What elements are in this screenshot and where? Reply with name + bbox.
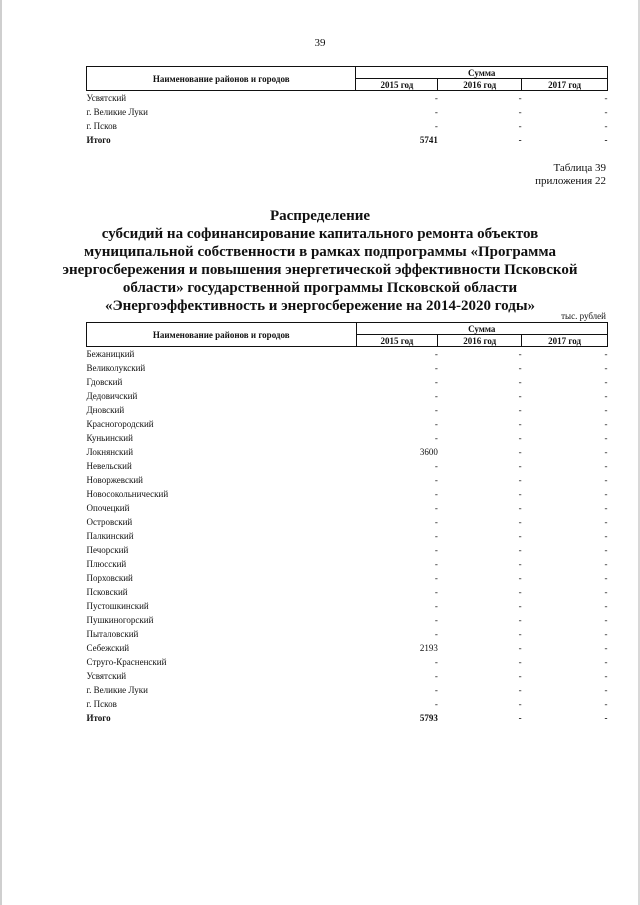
table-row <box>87 91 608 106</box>
row-value-2015: - <box>434 93 438 103</box>
row-value-2015: 2193 <box>419 643 438 653</box>
row-value-2017: - <box>604 447 608 457</box>
row-value-2017: - <box>604 657 608 667</box>
row-value-2017: - <box>604 699 608 709</box>
row-value-2016: - <box>518 657 522 667</box>
title-line: энергосбережения и повышения энергетической эффективности Псковской <box>62 262 578 278</box>
row-name: Островский <box>86 517 133 527</box>
row-value-2016: - <box>518 503 522 513</box>
row-value-2015: - <box>434 587 438 597</box>
row-value-2017: - <box>604 531 608 541</box>
table-row <box>87 445 608 459</box>
row-name: Палкинский <box>86 531 134 541</box>
row-value-2017: - <box>604 461 608 471</box>
row-value-2016: - <box>518 685 522 695</box>
row-value-2017: - <box>604 475 608 485</box>
table-row <box>87 431 608 445</box>
row-value-2015: - <box>434 419 438 429</box>
row-value-2015: - <box>434 517 438 527</box>
row-value-2017: - <box>604 121 608 131</box>
row-value-2015: 3600 <box>419 447 438 457</box>
row-value-2016: - <box>518 671 522 681</box>
row-value-2016: - <box>518 107 522 117</box>
table-row <box>87 105 608 119</box>
row-value-2016: - <box>518 615 522 625</box>
row-value-2015: - <box>434 405 438 415</box>
table-row <box>87 669 608 683</box>
row-value-2016: - <box>518 587 522 597</box>
row-name: Великолукский <box>86 363 146 373</box>
total-row <box>87 711 608 725</box>
row-value-2016: - <box>518 531 522 541</box>
row-value-2017: - <box>604 349 608 359</box>
row-value-2016: - <box>518 405 522 415</box>
total-value-2015: 5741 <box>419 135 438 145</box>
title-line: области» государственной программы Псковской области <box>122 280 518 296</box>
row-value-2016: - <box>518 559 522 569</box>
header-name-col: Наименование районов и городов <box>87 67 356 91</box>
row-name: Усвятский <box>86 671 127 681</box>
row-value-2015: - <box>434 657 438 667</box>
header-year-2015: 2015 год <box>356 335 438 347</box>
row-value-2015: - <box>434 573 438 583</box>
row-value-2016: - <box>518 377 522 387</box>
row-value-2016: - <box>518 121 522 131</box>
table-row <box>87 697 608 711</box>
caption-table-number: Таблица 39 <box>553 162 606 174</box>
header-year-2015: 2015 год <box>356 79 438 91</box>
row-value-2017: - <box>604 685 608 695</box>
row-name: Псковский <box>86 587 128 597</box>
row-value-2015: - <box>434 107 438 117</box>
row-name: Дновский <box>86 405 125 415</box>
row-name: Пустошкинский <box>86 601 149 611</box>
page-edge-left <box>0 0 2 905</box>
row-value-2017: - <box>604 419 608 429</box>
row-value-2017: - <box>604 587 608 597</box>
total-value-2015: 5793 <box>419 713 438 723</box>
table-caption <box>535 162 606 188</box>
row-name: Опочецкий <box>86 503 130 513</box>
row-name: Себежский <box>86 643 130 653</box>
row-value-2016: - <box>518 447 522 457</box>
table-row <box>87 683 608 697</box>
row-name: Бежаницкий <box>86 349 135 359</box>
header-name-col: Наименование районов и городов <box>87 323 357 347</box>
row-value-2017: - <box>604 517 608 527</box>
row-value-2015: - <box>434 629 438 639</box>
table-row <box>87 375 608 389</box>
table-row <box>87 599 608 613</box>
row-value-2017: - <box>604 107 608 117</box>
row-value-2015: - <box>434 475 438 485</box>
total-value-2017: - <box>604 713 608 723</box>
row-value-2017: - <box>604 573 608 583</box>
total-value-2016: - <box>518 135 522 145</box>
row-value-2015: - <box>434 615 438 625</box>
table-row <box>87 571 608 585</box>
table-row <box>87 529 608 543</box>
row-name: Новосокольнический <box>86 489 169 499</box>
table-row <box>87 613 608 627</box>
row-name: г. Псков <box>86 121 117 131</box>
row-value-2017: - <box>604 629 608 639</box>
row-name: Куньинский <box>86 433 133 443</box>
table-row <box>87 515 608 529</box>
row-name: Струго-Красненский <box>86 657 167 667</box>
row-name: Новоржевский <box>86 475 143 485</box>
row-value-2016: - <box>518 93 522 103</box>
row-value-2015: - <box>434 545 438 555</box>
total-label: Итого <box>86 713 111 723</box>
table-row <box>87 487 608 501</box>
table-row <box>87 585 608 599</box>
table-row <box>87 459 608 473</box>
table-row <box>87 473 608 487</box>
row-value-2015: - <box>434 601 438 611</box>
header-year-2017: 2017 год <box>522 79 608 91</box>
row-value-2017: - <box>604 433 608 443</box>
row-value-2016: - <box>518 475 522 485</box>
table-row <box>87 655 608 669</box>
table-row <box>87 403 608 417</box>
row-value-2016: - <box>518 363 522 373</box>
row-value-2015: - <box>434 685 438 695</box>
row-value-2017: - <box>604 405 608 415</box>
row-name: Пыталовский <box>86 629 139 639</box>
table-row <box>87 641 608 655</box>
row-value-2015: - <box>434 671 438 681</box>
row-value-2016: - <box>518 349 522 359</box>
row-value-2016: - <box>518 461 522 471</box>
header-year-2016: 2016 год <box>438 335 522 347</box>
row-value-2016: - <box>518 643 522 653</box>
row-value-2015: - <box>434 433 438 443</box>
table-row <box>87 501 608 515</box>
total-value-2017: - <box>604 135 608 145</box>
row-value-2017: - <box>604 391 608 401</box>
row-value-2017: - <box>604 377 608 387</box>
row-value-2015: - <box>434 531 438 541</box>
row-value-2016: - <box>518 433 522 443</box>
table-row <box>87 417 608 431</box>
row-value-2016: - <box>518 601 522 611</box>
total-row <box>87 133 608 147</box>
row-name: Гдовский <box>86 377 123 387</box>
row-value-2015: - <box>434 377 438 387</box>
table-row <box>87 119 608 133</box>
row-name: Усвятский <box>86 93 127 103</box>
row-value-2015: - <box>434 391 438 401</box>
row-value-2016: - <box>518 699 522 709</box>
row-value-2016: - <box>518 419 522 429</box>
row-value-2017: - <box>604 559 608 569</box>
row-name: Красногородский <box>86 419 154 429</box>
table-main <box>86 322 608 725</box>
row-value-2017: - <box>604 93 608 103</box>
table-row <box>87 543 608 557</box>
units-label: тыс. рублей <box>561 311 606 321</box>
header-year-2017: 2017 год <box>522 335 608 347</box>
title-line: муниципальной собственности в рамках подпрограммы «Программа <box>84 244 556 260</box>
row-name: Локнянский <box>86 447 134 457</box>
row-value-2017: - <box>604 615 608 625</box>
page-number: 39 <box>314 37 326 49</box>
title-line: «Энергоэффективность и энергосбережение на 2014-2020 годы» <box>104 298 536 314</box>
row-value-2016: - <box>518 391 522 401</box>
row-value-2016: - <box>518 545 522 555</box>
table-row <box>87 627 608 641</box>
row-value-2017: - <box>604 503 608 513</box>
row-value-2015: - <box>434 121 438 131</box>
row-name: г. Псков <box>86 699 117 709</box>
row-value-2017: - <box>604 601 608 611</box>
row-value-2017: - <box>604 671 608 681</box>
table-row <box>87 347 608 362</box>
table-row <box>87 361 608 375</box>
row-name: Печорский <box>86 545 129 555</box>
row-name: г. Великие Луки <box>86 685 148 695</box>
row-value-2015: - <box>434 503 438 513</box>
row-value-2017: - <box>604 545 608 555</box>
caption-appendix: приложения 22 <box>535 175 606 187</box>
row-value-2015: - <box>434 461 438 471</box>
header-year-2016: 2016 год <box>438 79 522 91</box>
row-name: Пушкиногорский <box>86 615 154 625</box>
header-sum: Сумма <box>356 323 608 335</box>
title-line: субсидий на софинансирование капитального ремонта объектов <box>101 226 539 242</box>
row-value-2017: - <box>604 643 608 653</box>
row-value-2017: - <box>604 363 608 373</box>
document-title <box>40 207 600 315</box>
row-name: Невельский <box>86 461 132 471</box>
row-value-2015: - <box>434 349 438 359</box>
header-sum: Сумма <box>356 67 608 79</box>
row-value-2016: - <box>518 629 522 639</box>
row-value-2015: - <box>434 559 438 569</box>
row-value-2017: - <box>604 489 608 499</box>
row-name: Порховский <box>86 573 133 583</box>
row-value-2016: - <box>518 517 522 527</box>
row-value-2015: - <box>434 699 438 709</box>
row-name: Дедовичский <box>86 391 138 401</box>
table-row <box>87 389 608 403</box>
total-value-2016: - <box>518 713 522 723</box>
row-value-2015: - <box>434 363 438 373</box>
total-label: Итого <box>86 135 111 145</box>
row-name: г. Великие Луки <box>86 107 148 117</box>
row-value-2016: - <box>518 573 522 583</box>
row-value-2016: - <box>518 489 522 499</box>
table-top <box>86 66 608 147</box>
row-name: Плюсский <box>86 559 127 569</box>
row-value-2015: - <box>434 489 438 499</box>
table-row <box>87 557 608 571</box>
title-line: Распределение <box>269 208 371 224</box>
